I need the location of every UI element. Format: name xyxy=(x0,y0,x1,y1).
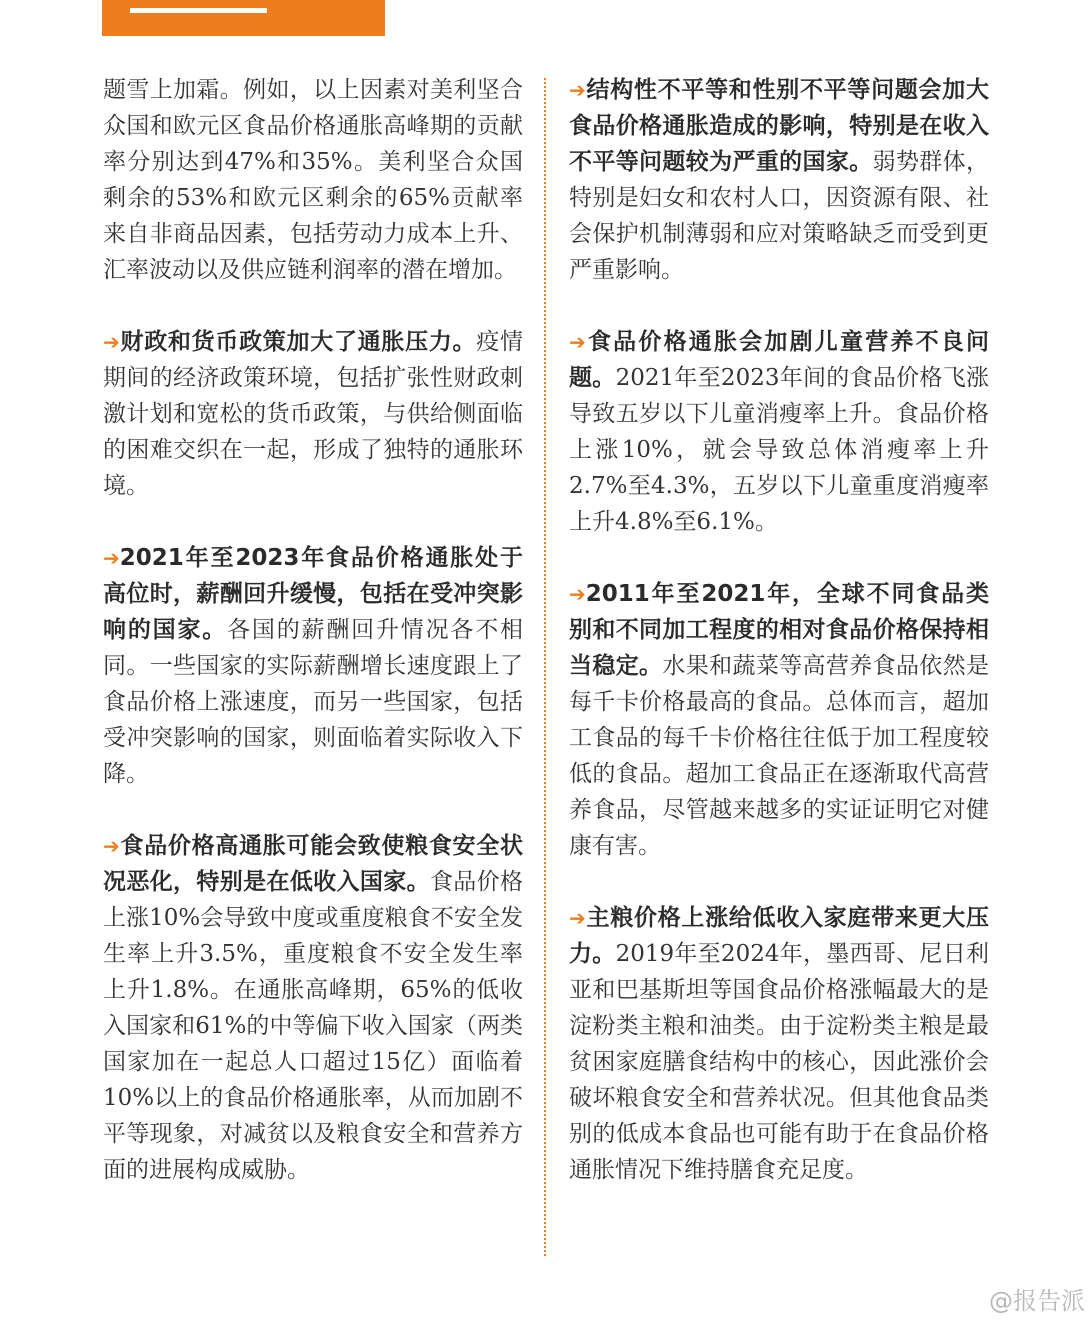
paragraph xyxy=(103,72,523,288)
paragraph xyxy=(569,324,989,540)
paragraph-lead: 2021年至2023年食品价格通胀处于高位时，薪酬回升缓慢，包括在受冲突影响的国家。 xyxy=(103,545,523,643)
arrow-right-icon: ➔ xyxy=(103,546,120,570)
column-divider xyxy=(544,78,546,1256)
arrow-right-icon: ➔ xyxy=(103,834,120,858)
paragraph-body: 疫情期间的经济政策环境，包括扩张性财政刺激计划和宽松的货币政策，与供给侧面临的困难交织在一起，形成了独特的通胀环境。 xyxy=(103,329,524,499)
paragraph-body: 题雪上加霜。例如，以上因素对美利坚合众国和欧元区食品价格通胀高峰期的贡献率分别达到47%和35%。美利坚合众国剩余的53%和欧元区剩余的65%贡献率来自非商品因素，包括劳动力成本上升、汇率波动以及供应链利润率的潜在增加。 xyxy=(103,77,523,283)
paragraph-body: 水果和蔬菜等高营养食品依然是每千卡价格最高的食品。总体而言，超加工食品的每千卡价格往往低于加工程度较低的食品。超加工食品正在逐渐取代高营养食品，尽管越来越多的实证证明它对健康有害。 xyxy=(569,653,990,859)
paragraph-body: 各国的薪酬回升情况各不相同。一些国家的实际薪酬增长速度跟上了食品价格上涨速度，而另一些国家，包括受冲突影响的国家，则面临着实际收入下降。 xyxy=(103,617,523,787)
paragraph-lead: 财政和货币政策加大了通胀压力。 xyxy=(119,329,477,355)
paragraph-body: 2019年至2024年，墨西哥、尼日利亚和巴基斯坦等国食品价格涨幅最大的是淀粉类主粮和油类。由于淀粉类主粮是最贫困家庭膳食结构中的核心，因此涨价会破坏粮食安全和营养状况。但其他食品类别的低成本食品也可能有助于在食品价格通胀情况下维持膳食充足度。 xyxy=(569,941,989,1183)
paragraph-lead: 主粮价格上涨给低收入家庭带来更大压力。 xyxy=(569,905,989,967)
arrow-right-icon: ➔ xyxy=(569,330,586,354)
header-bar-accent-line xyxy=(130,8,267,13)
paragraph-lead: 食品价格通胀会加剧儿童营养不良问题。 xyxy=(569,329,989,391)
paragraph xyxy=(569,900,989,1188)
paragraph-lead: 食品价格高通胀可能会致使粮食安全状况恶化，特别是在低收入国家。 xyxy=(103,833,523,895)
paragraph xyxy=(103,540,523,792)
paragraph xyxy=(103,828,523,1188)
paragraph xyxy=(103,324,523,504)
paragraph-body: 食品价格上涨10%会导致中度或重度粮食不安全发生率上升3.5%，重度粮食不安全发生率上升1.8%。在通胀高峰期，65%的低收入国家和61%的中等偏下收入国家（两类国家加在一起总人口超过15亿）面临着10%以上的食品价格通胀率，从而加剧不平等现象，对减贫以及粮食安全和营养方面的进展构成威胁。 xyxy=(103,869,524,1183)
watermark: @报告派 xyxy=(989,1287,1085,1315)
left-column xyxy=(103,72,523,1224)
paragraph-body: 2021年至2023年间的食品价格飞涨导致五岁以下儿童消瘦率上升。食品价格上涨10%，就会导致总体消瘦率上升2.7%至4.3%，五岁以下儿童重度消瘦率上升4.8%至6.1%。 xyxy=(569,365,989,535)
arrow-right-icon: ➔ xyxy=(569,906,586,930)
arrow-right-icon: ➔ xyxy=(569,78,586,102)
section-header-bar xyxy=(102,0,385,36)
paragraph xyxy=(569,72,989,288)
paragraph-body: 弱势群体，特别是妇女和农村人口，因资源有限、社会保护机制薄弱和应对策略缺乏而受到更严重影响。 xyxy=(569,149,990,283)
paragraph-lead: 2011年至2021年，全球不同食品类别和不同加工程度的相对食品价格保持相当稳定。 xyxy=(569,581,989,679)
arrow-right-icon: ➔ xyxy=(103,330,120,354)
paragraph-lead: 结构性不平等和性别不平等问题会加大食品价格通胀造成的影响，特别是在收入不平等问题较为严重的国家。 xyxy=(569,77,989,175)
paragraph xyxy=(569,576,989,864)
arrow-right-icon: ➔ xyxy=(569,582,586,606)
right-column xyxy=(569,72,989,1224)
